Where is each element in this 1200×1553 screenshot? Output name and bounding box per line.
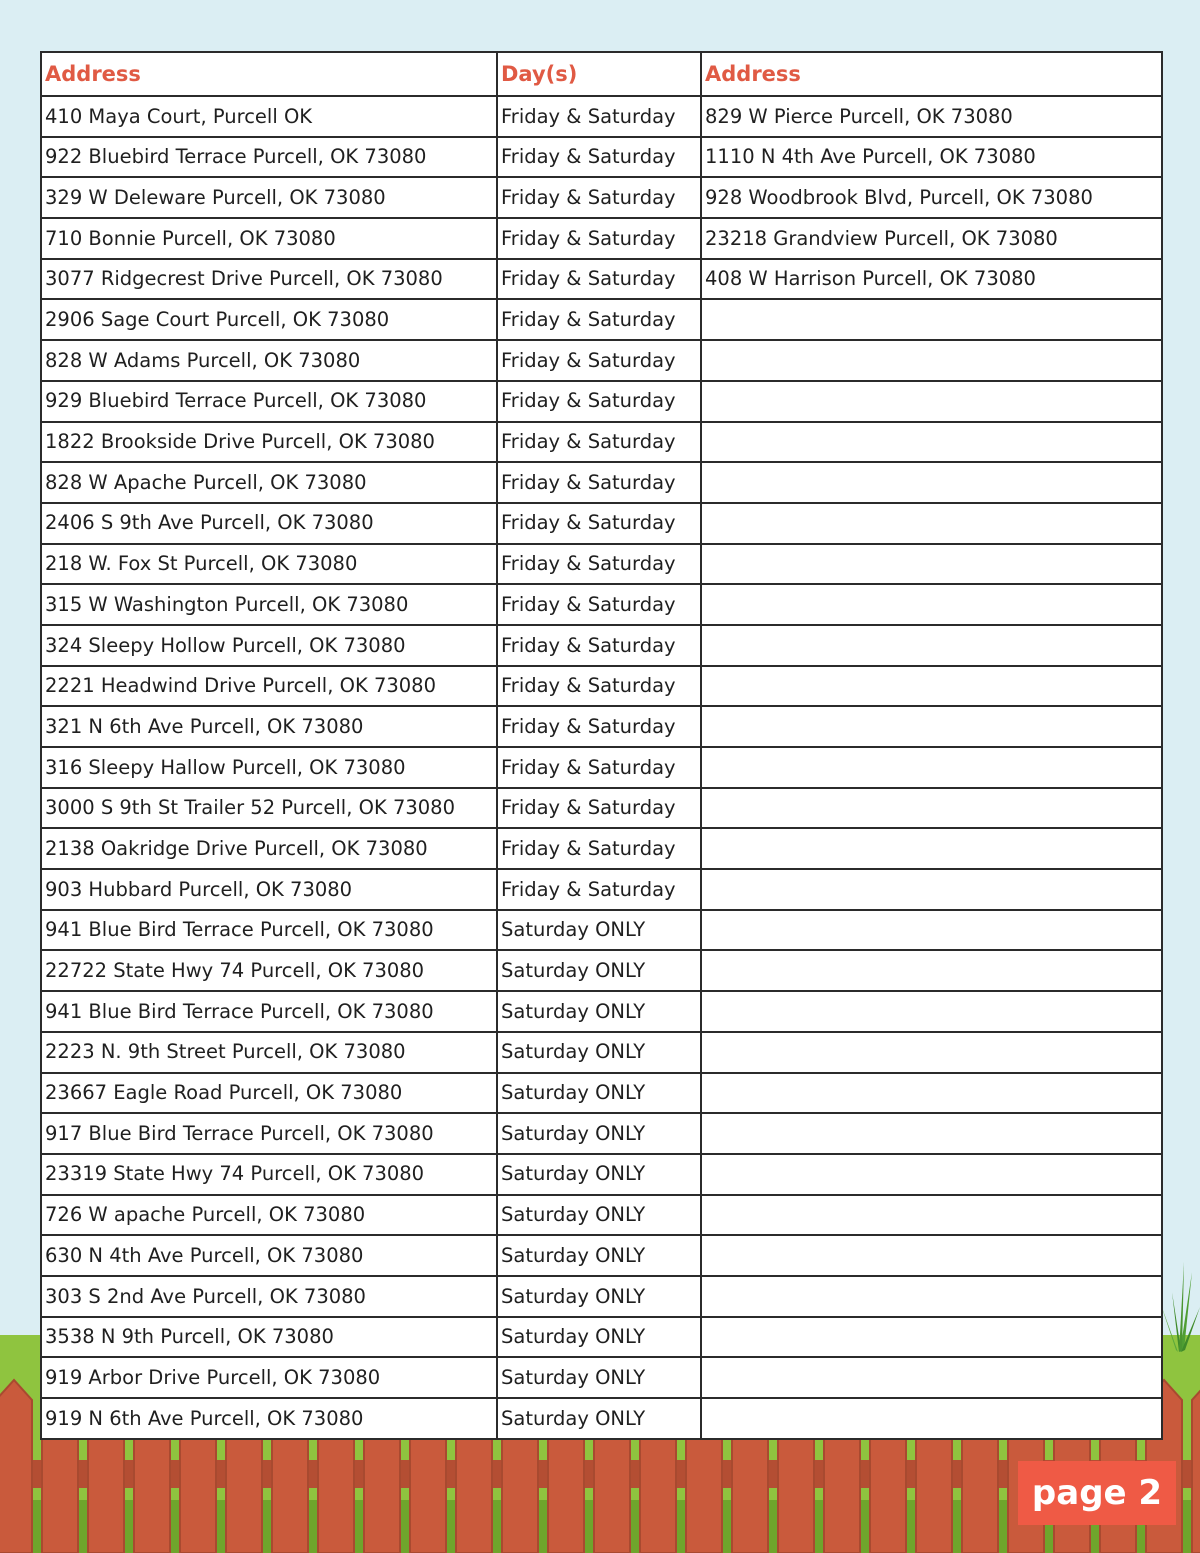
address-cell: 2406 S 9th Ave Purcell, OK 73080 xyxy=(41,503,497,544)
address-cell: 919 N 6th Ave Purcell, OK 73080 xyxy=(41,1398,497,1439)
table-row xyxy=(41,381,1162,422)
address-cell: 303 S 2nd Ave Purcell, OK 73080 xyxy=(41,1276,497,1317)
days-cell: Friday & Saturday xyxy=(497,747,701,788)
table-row xyxy=(41,1032,1162,1073)
address-cell-2 xyxy=(701,422,1162,463)
address-cell-2 xyxy=(701,1113,1162,1154)
address-cell: 23319 State Hwy 74 Purcell, OK 73080 xyxy=(41,1154,497,1195)
address-cell: 316 Sleepy Hallow Purcell, OK 73080 xyxy=(41,747,497,788)
days-cell: Saturday ONLY xyxy=(497,1154,701,1195)
address-cell: 218 W. Fox St Purcell, OK 73080 xyxy=(41,544,497,585)
grass-tuft-icon xyxy=(1158,1262,1200,1352)
address-cell: 630 N 4th Ave Purcell, OK 73080 xyxy=(41,1235,497,1276)
days-cell: Friday & Saturday xyxy=(497,340,701,381)
address-cell-2 xyxy=(701,747,1162,788)
table-row xyxy=(41,259,1162,300)
address-cell: 324 Sleepy Hollow Purcell, OK 73080 xyxy=(41,625,497,666)
address-cell-2 xyxy=(701,503,1162,544)
table-row xyxy=(41,462,1162,503)
table-body xyxy=(41,96,1162,1439)
days-cell: Saturday ONLY xyxy=(497,1398,701,1439)
address-cell-2 xyxy=(701,1073,1162,1114)
table-row xyxy=(41,503,1162,544)
address-cell: 315 W Washington Purcell, OK 73080 xyxy=(41,584,497,625)
address-cell-2 xyxy=(701,828,1162,869)
table-row xyxy=(41,1317,1162,1358)
address-cell: 929 Bluebird Terrace Purcell, OK 73080 xyxy=(41,381,497,422)
address-cell: 726 W apache Purcell, OK 73080 xyxy=(41,1195,497,1236)
days-cell: Friday & Saturday xyxy=(497,137,701,178)
table-row xyxy=(41,828,1162,869)
address-cell-2 xyxy=(701,1276,1162,1317)
days-cell: Friday & Saturday xyxy=(497,666,701,707)
table-row xyxy=(41,910,1162,951)
table-row xyxy=(41,788,1162,829)
table-row xyxy=(41,747,1162,788)
address-cell: 917 Blue Bird Terrace Purcell, OK 73080 xyxy=(41,1113,497,1154)
days-cell: Friday & Saturday xyxy=(497,625,701,666)
table-row xyxy=(41,1276,1162,1317)
days-cell: Saturday ONLY xyxy=(497,1195,701,1236)
days-column-header: Day(s) xyxy=(497,52,701,96)
address-cell: 3077 Ridgecrest Drive Purcell, OK 73080 xyxy=(41,259,497,300)
address-cell: 941 Blue Bird Terrace Purcell, OK 73080 xyxy=(41,991,497,1032)
days-cell: Saturday ONLY xyxy=(497,1032,701,1073)
days-cell: Saturday ONLY xyxy=(497,1317,701,1358)
table-row xyxy=(41,950,1162,991)
address-cell-2 xyxy=(701,1357,1162,1398)
days-cell: Friday & Saturday xyxy=(497,218,701,259)
table-row xyxy=(41,1113,1162,1154)
days-cell: Friday & Saturday xyxy=(497,584,701,625)
address-column-header-2: Address xyxy=(701,52,1162,96)
address-cell-2: 23218 Grandview Purcell, OK 73080 xyxy=(701,218,1162,259)
address-cell-2 xyxy=(701,340,1162,381)
address-column-header: Address xyxy=(41,52,497,96)
address-cell: 828 W Adams Purcell, OK 73080 xyxy=(41,340,497,381)
address-table xyxy=(40,51,1163,1440)
days-cell: Saturday ONLY xyxy=(497,1357,701,1398)
address-cell-2 xyxy=(701,991,1162,1032)
page-number-badge: page 2 xyxy=(1018,1461,1176,1525)
days-cell: Saturday ONLY xyxy=(497,950,701,991)
table-row xyxy=(41,422,1162,463)
days-cell: Friday & Saturday xyxy=(497,544,701,585)
table-row xyxy=(41,706,1162,747)
days-cell: Friday & Saturday xyxy=(497,177,701,218)
days-cell: Friday & Saturday xyxy=(497,503,701,544)
address-cell-2 xyxy=(701,1235,1162,1276)
address-cell: 2138 Oakridge Drive Purcell, OK 73080 xyxy=(41,828,497,869)
table-row xyxy=(41,96,1162,137)
address-cell-2 xyxy=(701,1398,1162,1439)
address-cell-2: 928 Woodbrook Blvd, Purcell, OK 73080 xyxy=(701,177,1162,218)
table-row xyxy=(41,340,1162,381)
table-row xyxy=(41,1357,1162,1398)
address-cell: 22722 State Hwy 74 Purcell, OK 73080 xyxy=(41,950,497,991)
address-cell: 321 N 6th Ave Purcell, OK 73080 xyxy=(41,706,497,747)
table-row xyxy=(41,1235,1162,1276)
address-cell-2 xyxy=(701,625,1162,666)
days-cell: Friday & Saturday xyxy=(497,706,701,747)
days-cell: Friday & Saturday xyxy=(497,422,701,463)
address-cell: 710 Bonnie Purcell, OK 73080 xyxy=(41,218,497,259)
address-cell-2 xyxy=(701,1032,1162,1073)
days-cell: Saturday ONLY xyxy=(497,1276,701,1317)
address-cell: 828 W Apache Purcell, OK 73080 xyxy=(41,462,497,503)
address-cell: 410 Maya Court, Purcell OK xyxy=(41,96,497,137)
address-cell-2 xyxy=(701,666,1162,707)
days-cell: Saturday ONLY xyxy=(497,1235,701,1276)
table-row xyxy=(41,584,1162,625)
address-cell: 23667 Eagle Road Purcell, OK 73080 xyxy=(41,1073,497,1114)
address-cell-2 xyxy=(701,584,1162,625)
table-header-row xyxy=(41,52,1162,96)
address-cell-2 xyxy=(701,462,1162,503)
address-cell-2: 408 W Harrison Purcell, OK 73080 xyxy=(701,259,1162,300)
address-cell-2 xyxy=(701,299,1162,340)
address-cell: 1822 Brookside Drive Purcell, OK 73080 xyxy=(41,422,497,463)
days-cell: Saturday ONLY xyxy=(497,1073,701,1114)
days-cell: Saturday ONLY xyxy=(497,1113,701,1154)
days-cell: Friday & Saturday xyxy=(497,299,701,340)
address-cell-2 xyxy=(701,706,1162,747)
table-row xyxy=(41,1073,1162,1114)
address-cell-2 xyxy=(701,1154,1162,1195)
address-cell-2 xyxy=(701,544,1162,585)
address-cell: 2221 Headwind Drive Purcell, OK 73080 xyxy=(41,666,497,707)
table-row xyxy=(41,137,1162,178)
days-cell: Friday & Saturday xyxy=(497,381,701,422)
address-cell: 919 Arbor Drive Purcell, OK 73080 xyxy=(41,1357,497,1398)
table-row xyxy=(41,218,1162,259)
table-row xyxy=(41,544,1162,585)
table-row xyxy=(41,666,1162,707)
days-cell: Saturday ONLY xyxy=(497,910,701,951)
days-cell: Friday & Saturday xyxy=(497,259,701,300)
address-cell: 2223 N. 9th Street Purcell, OK 73080 xyxy=(41,1032,497,1073)
table-row xyxy=(41,991,1162,1032)
address-cell-2 xyxy=(701,381,1162,422)
address-cell-2 xyxy=(701,869,1162,910)
table-row xyxy=(41,1398,1162,1439)
table-row xyxy=(41,299,1162,340)
table-row xyxy=(41,1154,1162,1195)
address-cell-2: 829 W Pierce Purcell, OK 73080 xyxy=(701,96,1162,137)
table-row xyxy=(41,869,1162,910)
days-cell: Friday & Saturday xyxy=(497,788,701,829)
table-row xyxy=(41,177,1162,218)
address-cell-2 xyxy=(701,788,1162,829)
days-cell: Saturday ONLY xyxy=(497,991,701,1032)
address-cell-2 xyxy=(701,910,1162,951)
days-cell: Friday & Saturday xyxy=(497,462,701,503)
days-cell: Friday & Saturday xyxy=(497,96,701,137)
address-cell: 922 Bluebird Terrace Purcell, OK 73080 xyxy=(41,137,497,178)
address-cell-2 xyxy=(701,950,1162,991)
address-cell: 903 Hubbard Purcell, OK 73080 xyxy=(41,869,497,910)
table-row xyxy=(41,625,1162,666)
days-cell: Friday & Saturday xyxy=(497,828,701,869)
address-cell: 941 Blue Bird Terrace Purcell, OK 73080 xyxy=(41,910,497,951)
address-cell: 2906 Sage Court Purcell, OK 73080 xyxy=(41,299,497,340)
table-row xyxy=(41,1195,1162,1236)
days-cell: Friday & Saturday xyxy=(497,869,701,910)
address-cell-2 xyxy=(701,1195,1162,1236)
address-cell: 3538 N 9th Purcell, OK 73080 xyxy=(41,1317,497,1358)
address-cell: 329 W Deleware Purcell, OK 73080 xyxy=(41,177,497,218)
address-cell-2 xyxy=(701,1317,1162,1358)
address-cell-2: 1110 N 4th Ave Purcell, OK 73080 xyxy=(701,137,1162,178)
address-cell: 3000 S 9th St Trailer 52 Purcell, OK 73080 xyxy=(41,788,497,829)
